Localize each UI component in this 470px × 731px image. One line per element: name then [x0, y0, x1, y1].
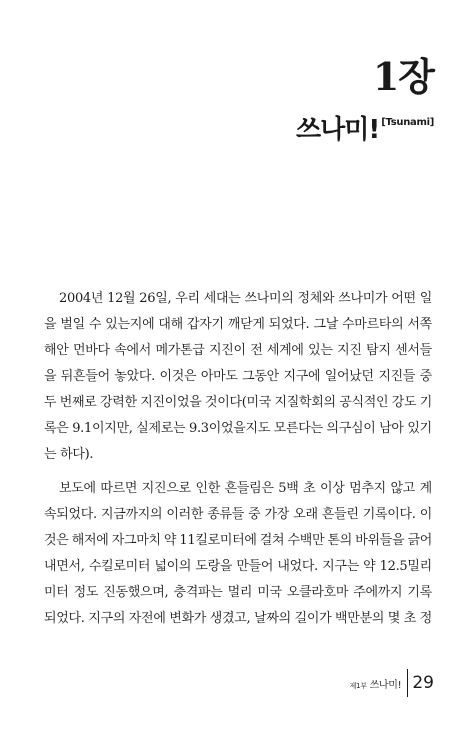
text-line: 는 하다). — [44, 447, 94, 462]
chapter-title-sub: [Tsunami] — [381, 117, 434, 128]
text-line: 두 번째로 강력한 지진이었을 것이다(미국 지질학회의 공식적인 강도 기 — [44, 395, 432, 410]
text-line: 속되었다. 지금까지의 이러한 종류들 중 가장 오래 흔들린 기록이다. 이 — [44, 507, 432, 522]
page-number: 29 — [412, 673, 434, 693]
text-line: 록은 9.1이지만, 실제로는 9.3이었을지도 모른다는 의구심이 남아 있기 — [44, 421, 432, 436]
text-line: 2004년 12월 26일, 우리 세대는 쓰나미의 정체와 쓰나미가 어떤 일 — [59, 291, 432, 306]
text-line: 보도에 따르면 지진으로 인한 흔들림은 5백 초 이상 멈추지 않고 계 — [59, 481, 432, 496]
chapter-title — [296, 117, 434, 143]
text-line: 것은 해저에 자그마치 약 11킬로미터에 걸쳐 수백만 톤의 바위들을 긁어 — [44, 533, 432, 548]
paragraph-2 — [44, 476, 432, 632]
chapter-title-main: 쓰나미! — [296, 115, 380, 145]
text-line: 내면서, 수킬로미터 넓이의 도랑을 만들어 내었다. 지구는 약 12.5밀리 — [44, 559, 432, 574]
running-head-part: 제1부 — [349, 681, 367, 690]
page-footer — [350, 668, 434, 698]
running-head — [350, 676, 402, 691]
paragraph-1 — [44, 286, 432, 468]
text-line: 미터 정도 진동했으며, 충격파는 멀리 미국 오클라호마 주에까지 기록 — [44, 585, 432, 600]
text-line: 을 벌일 수 있는지에 대해 갑자기 깨닫게 되었다. 그날 수마르타의 서쪽 — [44, 317, 432, 332]
text-line: 해안 먼바다 속에서 메가톤급 지진이 전 세계에 있는 지진 탐지 센서들 — [44, 343, 432, 358]
running-head-title: 쓰나미! — [369, 679, 402, 691]
footer-divider — [407, 669, 408, 697]
body-text — [44, 286, 432, 632]
chapter-number: 1장 — [372, 54, 434, 99]
text-line: 을 뒤흔들어 놓았다. 이것은 아마도 그동안 지구에 일어났던 지진들 중 — [44, 369, 432, 384]
text-line: 되었다. 지구의 자전에 변화가 생겼고, 날짜의 길이가 백만분의 몇 초 정 — [44, 611, 432, 626]
